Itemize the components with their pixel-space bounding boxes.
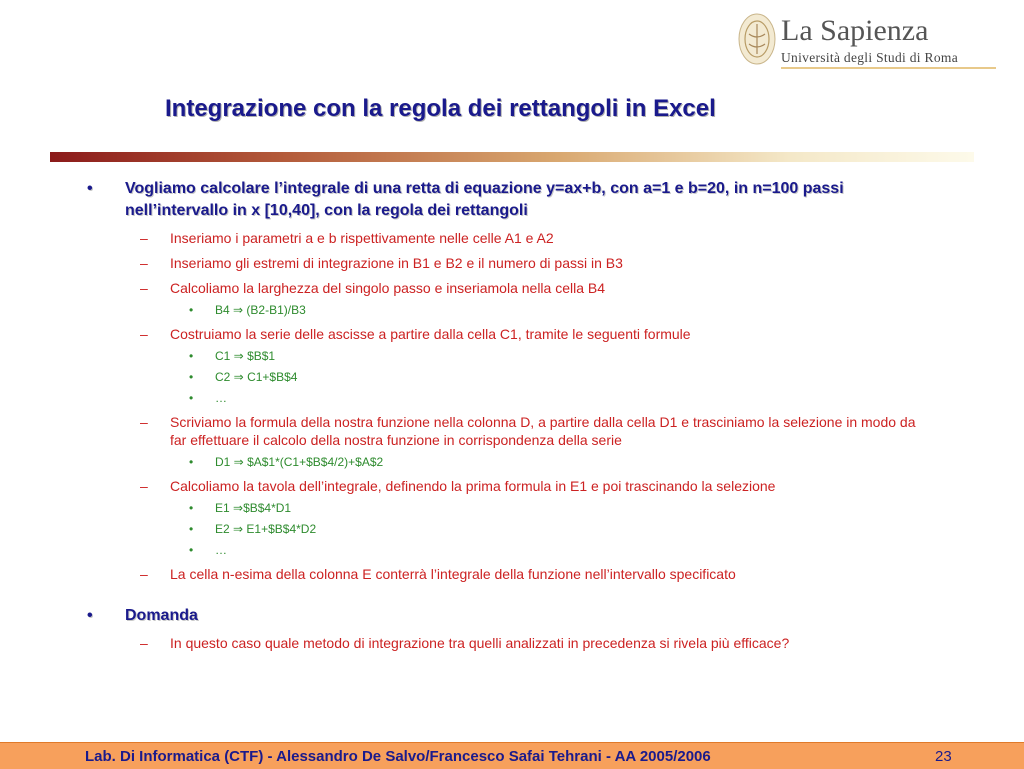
bullet-level2-text: Inseriamo i parametri a e b rispettivamente nelle celle A1 e A2 — [170, 230, 554, 246]
bullet-level2 — [85, 634, 925, 652]
bullet-level3-text: C1 ⇒ $B$1 — [215, 349, 276, 363]
page-number: 23 — [935, 748, 952, 765]
bullet-level2 — [85, 229, 925, 247]
bullet-marker: • — [189, 501, 194, 515]
bullet-marker: • — [189, 522, 194, 536]
logo-underline — [781, 67, 996, 69]
section-spacer — [85, 583, 925, 605]
bullet-level3-text: E2 ⇒ E1+$B$4*D2 — [215, 522, 317, 536]
bullet-marker: – — [140, 414, 148, 430]
bullet-marker: – — [140, 566, 148, 582]
slide-footer — [0, 742, 1024, 769]
bullet-marker: – — [140, 280, 148, 296]
bullet-level2-text: La cella n-esima della colonna E conterrà l’integrale della funzione nell’intervallo specificato — [170, 566, 736, 582]
bullet-marker: – — [140, 478, 148, 494]
bullet-level3-text: D1 ⇒ $A$1*(C1+$B$4/2)+$A$2 — [215, 455, 384, 469]
bullet-level3 — [85, 500, 925, 516]
slide-title: Integrazione con la regola dei rettangoli in Excel — [165, 95, 716, 122]
bullet-level3-text: … — [215, 391, 227, 405]
bullet-level2 — [85, 325, 925, 343]
bullet-level3 — [85, 348, 925, 364]
bullet-marker: • — [189, 303, 194, 317]
bullet-marker: • — [87, 607, 93, 624]
bullet-level1 — [85, 605, 925, 627]
bullet-marker: • — [189, 349, 194, 363]
bullet-level3 — [85, 454, 925, 470]
bullet-level3-text: B4 ⇒ (B2-B1)/B3 — [215, 303, 306, 317]
bullet-level1 — [85, 178, 925, 222]
logo-name: La Sapienza — [781, 14, 929, 47]
bullet-marker: • — [189, 370, 194, 384]
bullet-level2-text: In questo caso quale metodo di integrazione tra quelli analizzati in precedenza si rivela più efficace? — [170, 635, 790, 651]
footer-text: Lab. Di Informatica (CTF) - Alessandro De Salvo/Francesco Safai Tehrani - AA 2005/2006 — [85, 748, 711, 765]
bullet-marker: – — [140, 635, 148, 651]
university-logo — [735, 10, 1005, 70]
slide-content — [85, 178, 925, 652]
bullet-level2 — [85, 477, 925, 495]
bullet-level3-text: … — [215, 543, 227, 557]
bullet-level3 — [85, 369, 925, 385]
bullet-level3-text: C2 ⇒ C1+$B$4 — [215, 370, 298, 384]
bullet-level2-text: Calcoliamo la larghezza del singolo passo e inseriamola nella cella B4 — [170, 280, 606, 296]
bullet-marker: – — [140, 255, 148, 271]
bullet-level1-text: Vogliamo calcolare l’integrale di una retta di equazione y=ax+b, con a=1 e b=20, in n=100 passi nell’intervallo in x [10,40], con la regola dei rettangoli — [125, 180, 844, 219]
bullet-level3 — [85, 390, 925, 406]
bullet-level2-text: Calcoliamo la tavola dell’integrale, definendo la prima formula in E1 e poi trascinando la selezione — [170, 478, 776, 494]
logo-subtitle: Università degli Studi di Roma — [781, 50, 958, 65]
bullet-marker: – — [140, 230, 148, 246]
bullet-level2 — [85, 413, 925, 449]
bullet-level2-text: Costruiamo la serie delle ascisse a partire dalla cella C1, tramite le seguenti formule — [170, 326, 691, 342]
title-divider — [50, 152, 974, 162]
sapienza-seal-icon — [735, 10, 779, 68]
bullet-marker: • — [87, 180, 93, 197]
bullet-level3 — [85, 542, 925, 558]
bullet-marker: • — [189, 391, 194, 405]
bullet-level2-text: Scriviamo la formula della nostra funzione nella colonna D, a partire dalla cella D1 e trasciniamo la selezione in modo da far effettuare il calcolo della nostra funzione in corrispondenza della serie — [170, 414, 916, 448]
bullet-level1-text: Domanda — [125, 607, 198, 624]
bullet-marker: • — [189, 455, 194, 469]
bullet-level3 — [85, 302, 925, 318]
bullet-marker: • — [189, 543, 194, 557]
bullet-level2 — [85, 565, 925, 583]
bullet-level2 — [85, 279, 925, 297]
bullet-marker: – — [140, 326, 148, 342]
bullet-level3 — [85, 521, 925, 537]
bullet-level2-text: Inseriamo gli estremi di integrazione in B1 e B2 e il numero di passi in B3 — [170, 255, 623, 271]
bullet-level2 — [85, 254, 925, 272]
bullet-level3-text: E1 ⇒$B$4*D1 — [215, 501, 292, 515]
